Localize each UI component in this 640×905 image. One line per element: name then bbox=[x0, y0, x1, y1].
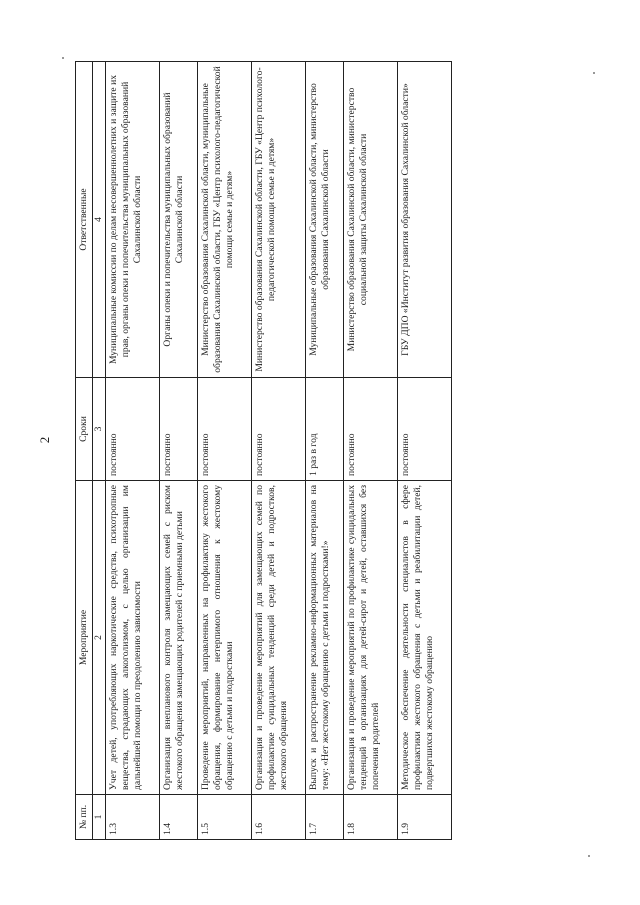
row-number: 1.7 bbox=[305, 795, 343, 840]
rotated-table-wrapper bbox=[75, 62, 452, 840]
row-number: 1.8 bbox=[344, 795, 398, 840]
row-event: Проведение мероприятий, направленных на профилактику жестокого обращения, формирование нетерпимого отношения к жестокому обращению с детьми и подростками bbox=[197, 481, 251, 795]
row-event: Организация внепланового контроля замещающих семей с риском жестокого обращения замещающих родителей с приемными детьми bbox=[159, 481, 197, 795]
scan-speck bbox=[588, 855, 590, 857]
table-row bbox=[197, 62, 251, 840]
row-number: 1.5 bbox=[197, 795, 251, 840]
row-term: постоянно bbox=[197, 378, 251, 481]
row-number: 1.3 bbox=[105, 795, 159, 840]
row-responsible: Министерство образования Сахалинской области, муниципальные образования Сахалинской области, ГБУ «Центр психолого-педагогической помощи семье и детям» bbox=[197, 62, 251, 378]
column-number: 3 bbox=[92, 378, 105, 481]
row-responsible: Муниципальные комиссии по делам несовершеннолетних и защите их прав, органы опеки и попечительства муниципальных образований Сахалинской области bbox=[105, 62, 159, 378]
column-number-row bbox=[92, 62, 105, 840]
row-number: 1.9 bbox=[397, 795, 451, 840]
row-event: Методическое обеспечение деятельности специалистов в сфере профилактики жестокого обращения с детьми и реабилитации детей, подвергшихся жестокому обращению bbox=[397, 481, 451, 795]
row-term: постоянно bbox=[344, 378, 398, 481]
scan-speck bbox=[593, 72, 595, 74]
header-event: Мероприятие bbox=[76, 481, 93, 795]
row-term: постоянно bbox=[397, 378, 451, 481]
row-responsible: Министерство образования Сахалинской области, ГБУ «Центр психолого-педагогической помощи семье и детям» bbox=[251, 62, 305, 378]
row-event: Учет детей, употребляющих наркотические средства, психотропные вещества, страдающих алкоголизмом, с целью организации им дальнейшей помощи по преодолению зависимости bbox=[105, 481, 159, 795]
header-term: Сроки bbox=[76, 378, 93, 481]
page-number: 2 bbox=[37, 436, 52, 444]
row-responsible: Министерство образования Сахалинской области, министерство социальной защиты Сахалинской области bbox=[344, 62, 398, 378]
table-row bbox=[251, 62, 305, 840]
row-event: Выпуск и распространение рекламно-информационных материалов на тему: «Нет жестокому обращению с детьми и подростками!» bbox=[305, 481, 343, 795]
table-row bbox=[397, 62, 451, 840]
row-number: 1.4 bbox=[159, 795, 197, 840]
table-row bbox=[305, 62, 343, 840]
row-term: постоянно bbox=[159, 378, 197, 481]
table-row bbox=[159, 62, 197, 840]
row-event: Организация и проведение мероприятий по профилактике суицидальных тенденций в организациях для детей-сирот и детей, оставшихся без попечения родителей bbox=[344, 481, 398, 795]
header-responsible: Ответственные bbox=[76, 62, 93, 378]
table-row bbox=[105, 62, 159, 840]
row-responsible: ГБУ ДПО «Институт развития образования Сахалинской области» bbox=[397, 62, 451, 378]
row-term: постоянно bbox=[251, 378, 305, 481]
column-number: 4 bbox=[92, 62, 105, 378]
header-num: № пп. bbox=[76, 795, 93, 840]
table-row bbox=[344, 62, 398, 840]
row-term: постоянно bbox=[105, 378, 159, 481]
row-number: 1.6 bbox=[251, 795, 305, 840]
row-responsible: Органы опеки и попечительства муниципальных образований Сахалинской области bbox=[159, 62, 197, 378]
row-term: 1 раз в год bbox=[305, 378, 343, 481]
column-number: 1 bbox=[92, 795, 105, 840]
column-number: 2 bbox=[92, 481, 105, 795]
scan-speck bbox=[62, 57, 64, 59]
header-row bbox=[76, 62, 93, 840]
measures-table bbox=[75, 61, 452, 840]
row-event: Организация и проведение мероприятий для замещающих семей по профилактике суицидальных тенденций среди детей и подростков, жестокого обращения bbox=[251, 481, 305, 795]
row-responsible: Муниципальные образования Сахалинской области, министерство образования Сахалинской области bbox=[305, 62, 343, 378]
